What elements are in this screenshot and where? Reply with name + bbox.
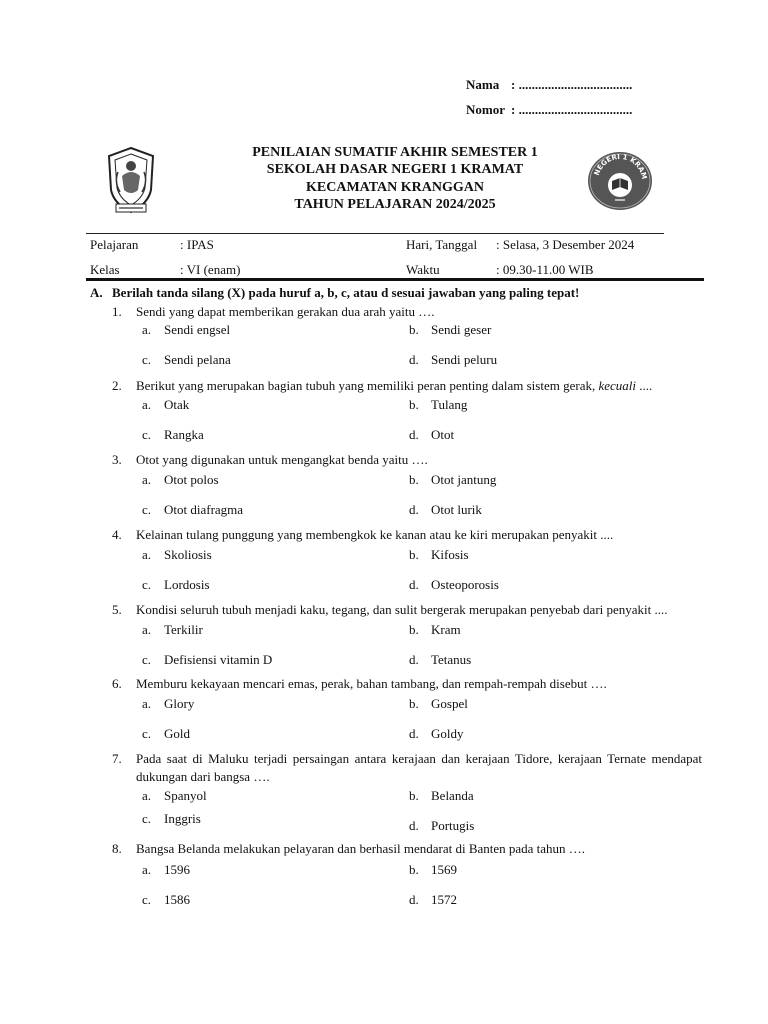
option-text: Kram (431, 622, 461, 637)
option-letter: d. (409, 726, 419, 741)
hari-tanggal-value: : Selasa, 3 Desember 2024 (496, 237, 635, 252)
question-text-main: Bangsa Belanda melakukan pelayaran dan berhasil mendarat di Banten pada tahun …. (136, 841, 586, 856)
nama-field[interactable]: : ................................... (511, 77, 633, 92)
option-letter: c. (142, 811, 152, 826)
option-letter: a. (142, 397, 152, 412)
option-letter: c. (142, 427, 152, 442)
school-logo (586, 150, 654, 212)
option-letter: d. (409, 427, 419, 442)
option-letter: d. (409, 352, 419, 367)
question-text-end: .... (636, 378, 653, 393)
question-text-main: Kondisi seluruh tubuh menjadi kaku, tegang, dan sulit bergerak merupakan penyebab dari penyakit .... (136, 602, 668, 617)
question-text-main: Berikut yang merupakan bagian tubuh yang memiliki peran penting dalam sistem gerak, (136, 378, 596, 393)
option-text: Otot lurik (431, 502, 482, 517)
option-text: Rangka (164, 427, 204, 442)
option-text: Spanyol (164, 788, 207, 803)
question-number: 5. (112, 602, 122, 617)
header-divider (86, 233, 664, 234)
question-text-main: Otot yang digunakan untuk mengangkat benda yaitu …. (136, 452, 428, 467)
option-text: Terkilir (164, 622, 203, 637)
kelas-label: Kelas (90, 262, 120, 277)
option-letter: a. (142, 547, 152, 562)
question-1 (112, 303, 702, 321)
option-text: Portugis (431, 818, 475, 833)
question-text-emphasis: kecuali (598, 378, 637, 393)
question-number: 1. (112, 304, 122, 319)
question-text (136, 303, 702, 321)
question-text (136, 377, 702, 395)
question-number: 6. (112, 676, 122, 691)
question-number: 4. (112, 527, 122, 542)
option-letter: d. (409, 652, 419, 667)
question-text (136, 840, 702, 858)
regency-emblem-logo (104, 146, 158, 216)
option-text: Sendi pelana (164, 352, 231, 367)
question-number: 7. (112, 751, 122, 766)
option-letter: b. (409, 788, 419, 803)
exam-title-line-1: PENILAIAN SUMATIF AKHIR SEMESTER 1 (252, 145, 538, 160)
option-letter: a. (142, 622, 152, 637)
option-text: Inggris (164, 811, 201, 826)
question-8 (112, 840, 702, 858)
question-text-main: Kelainan tulang punggung yang membengkok ke kanan atau ke kiri merupakan penyakit .... (136, 527, 614, 542)
nomor-field[interactable]: : ................................... (511, 102, 633, 117)
option-text: Goldy (431, 726, 464, 741)
option-text: 1572 (431, 892, 457, 907)
option-text: Skoliosis (164, 547, 212, 562)
option-letter: d. (409, 577, 419, 592)
waktu-label: Waktu (406, 262, 440, 277)
section-letter: A. (90, 285, 103, 300)
option-text: 1586 (164, 892, 190, 907)
option-text: Gospel (431, 696, 468, 711)
question-text (136, 601, 702, 619)
option-text: Tetanus (431, 652, 472, 667)
option-text: Otot polos (164, 472, 219, 487)
option-letter: c. (142, 652, 152, 667)
option-text: Glory (164, 696, 195, 711)
option-letter: d. (409, 818, 419, 833)
exam-title-line-4: TAHUN PELAJARAN 2024/2025 (294, 197, 496, 212)
svg-text:SD NEGERI 1 KRAMAT: NEGERI 1 KRAM (592, 152, 649, 181)
option-text: Otak (164, 397, 190, 412)
option-text: Sendi peluru (431, 352, 498, 367)
option-text: 1596 (164, 862, 190, 877)
question-text (136, 526, 702, 544)
question-3 (112, 451, 702, 469)
nomor-label: Nomor (466, 102, 505, 117)
option-letter: c. (142, 726, 152, 741)
question-number: 8. (112, 841, 122, 856)
question-7 (112, 750, 702, 786)
hari-tanggal-label: Hari, Tanggal (406, 237, 478, 252)
question-6 (112, 675, 702, 693)
question-text (136, 451, 702, 469)
section-instruction: Berilah tanda silang (X) pada huruf a, b, c, atau d sesuai jawaban yang paling tepat! (112, 285, 580, 300)
question-text-main: Sendi yang dapat memberikan gerakan dua arah yaitu …. (136, 304, 435, 319)
option-letter: b. (409, 322, 419, 337)
pelajaran-label: Pelajaran (90, 237, 139, 252)
question-number: 2. (112, 378, 122, 393)
question-2 (112, 377, 702, 395)
question-text-main: Pada saat di Maluku terjadi persaingan antara kerajaan dan kerajaan Tidore, kerajaan Ternate mendapat dukungan dari bangsa …. (136, 751, 702, 784)
option-letter: b. (409, 397, 419, 412)
question-5 (112, 601, 702, 619)
option-letter: d. (409, 892, 419, 907)
option-text: Defisiensi vitamin D (164, 652, 273, 667)
option-letter: b. (409, 862, 419, 877)
nama-label: Nama (466, 77, 500, 92)
option-letter: a. (142, 862, 152, 877)
question-4 (112, 526, 702, 544)
option-text: Osteoporosis (431, 577, 499, 592)
option-letter: c. (142, 892, 152, 907)
option-letter: b. (409, 622, 419, 637)
option-text: Gold (164, 726, 190, 741)
option-text: Tulang (431, 397, 468, 412)
option-text: Kifosis (431, 547, 469, 562)
exam-title-line-3: KECAMATAN KRANGGAN (306, 180, 484, 195)
question-number: 3. (112, 452, 122, 467)
question-text-main: Memburu kekayaan mencari emas, perak, bahan tambang, dan rempah-rempah disebut …. (136, 676, 607, 691)
info-divider (86, 278, 704, 281)
option-text: Otot (431, 427, 455, 442)
option-letter: c. (142, 577, 152, 592)
option-text: Sendi engsel (164, 322, 231, 337)
option-letter: a. (142, 788, 152, 803)
question-text (136, 750, 702, 786)
option-text: Belanda (431, 788, 474, 803)
option-letter: a. (142, 322, 152, 337)
kelas-value: : VI (enam) (180, 262, 241, 277)
pelajaran-value: : IPAS (180, 237, 214, 252)
option-text: 1569 (431, 862, 457, 877)
option-letter: b. (409, 547, 419, 562)
option-letter: b. (409, 696, 419, 711)
option-letter: b. (409, 472, 419, 487)
option-text: Sendi geser (431, 322, 492, 337)
option-text: Otot diafragma (164, 502, 244, 517)
option-text: Otot jantung (431, 472, 497, 487)
waktu-value: : 09.30-11.00 WIB (496, 262, 594, 277)
exam-title-line-2: SEKOLAH DASAR NEGERI 1 KRAMAT (266, 162, 524, 177)
option-text: Lordosis (164, 577, 210, 592)
question-text (136, 675, 702, 693)
option-letter: c. (142, 502, 152, 517)
option-letter: a. (142, 696, 152, 711)
option-letter: c. (142, 352, 152, 367)
option-letter: a. (142, 472, 152, 487)
option-letter: d. (409, 502, 419, 517)
